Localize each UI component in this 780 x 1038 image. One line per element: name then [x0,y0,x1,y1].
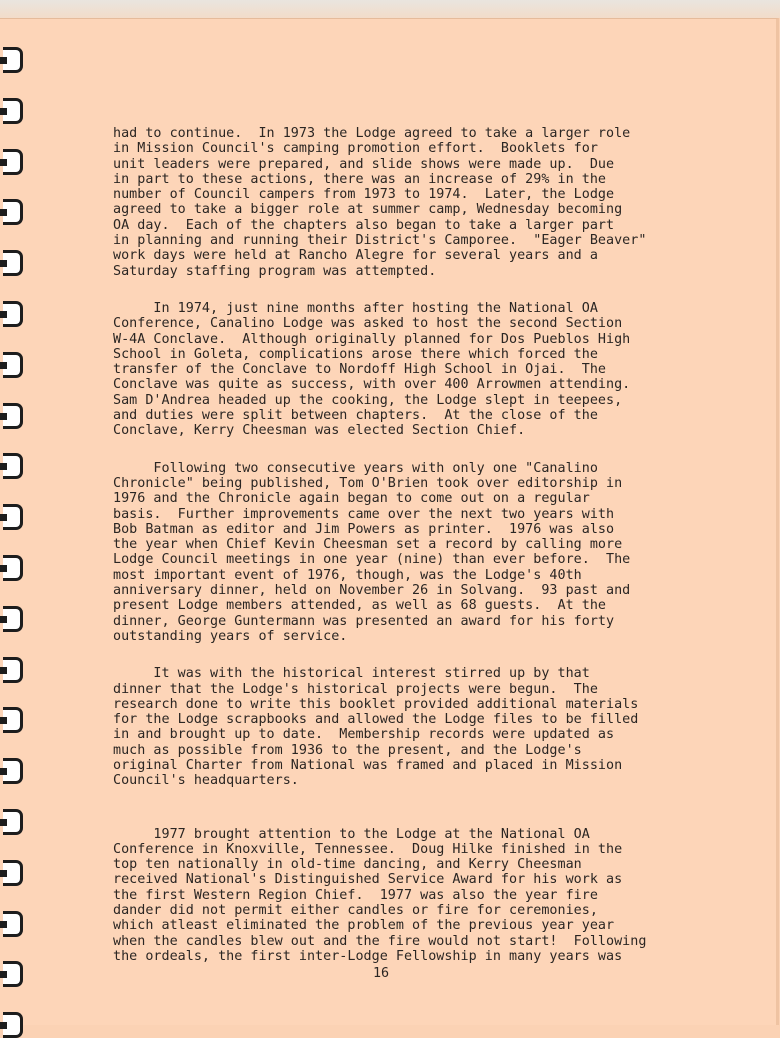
binding-coil [3,606,23,632]
binding-coil [3,961,23,987]
binding-coil [3,403,23,429]
binding-coil [3,149,23,175]
page-number: 16 [373,966,390,981]
binding-coil [3,707,23,733]
binding-coil [3,809,23,835]
binding-coil [3,352,23,378]
binding-coil [3,199,23,225]
binding-coil [3,301,23,327]
binding-coil [3,555,23,581]
page-body [113,126,733,964]
paragraph-4: It was with the historical interest stirred up by that dinner that the Lodge's historical projects were begun. The research done to write this booklet provided additional materials for the Lodge scrapbooks and allowed the Lodge files to be filled in and brought up to date. Membership records were updated as much as possible from 1936 to the present, and the Lodge's original Charter from National was framed and placed in Mission Council's headquarters. [113,666,639,789]
binding-coil [3,758,23,784]
top-edge [0,0,780,18]
binding-coil [3,504,23,530]
paragraph-3: Following two consecutive years with only one "Canalino Chronicle" being published, Tom O'Brien took over editorship in 1976 and the Chronicle again began to come out on a regular basis. Further improvements came over the next two years with Bob Batman as editor and Jim Powers as printer. 1976 was also the year when Chief Kevin Cheesman set a record by calling more Lodge Council meetings in one year (nine) than ever before. The most important event of 1976, though, was the Lodge's 40th anniversary dinner, held on November 26 in Solvang. 93 past and present Lodge members attended, as well as 68 guests. At the dinner, George Guntermann was presented an award for his forty outstanding years of service. [113,460,631,644]
binding-coil [3,911,23,937]
binding-coil [3,250,23,276]
paragraph-2: In 1974, just nine months after hosting the National OA Conference, Canalino Lodge was asked to host the second Section W-4A Conclave. Although originally planned for Dos Pueblos High School in Goleta, complications arose there which forced the transfer of the Conclave to Nordoff High School in Ojai. The Conclave was quite as success, with over 400 Arrowmen attending. Sam D'Andrea headed up the cooking, the Lodge slept in teepees, and duties were split between chapters. At the close of the Conclave, Kerry Cheesman was elected Section Chief. [113,300,631,439]
binding-coil [3,1012,23,1038]
binding-coil [3,453,23,479]
paragraph-1: had to continue. In 1973 the Lodge agreed to take a larger role in Mission Council's camping promotion effort. Booklets for unit leaders were prepared, and slide shows were made up. Due in part to these actions, there was an increase of 29% in the number of Council campers from 1973 to 1974. Later, the Lodge agreed to take a bigger role at summer camp, Wednesday becoming OA day. Each of the chapters also began to take a larger part in planning and running their District's Camporee. "Eager Beaver" work days were held at Rancho Alegre for several years and a Saturday staffing program was attempted. [113,126,647,279]
paragraph-5: 1977 brought attention to the Lodge at the National OA Conference in Knoxville, Tennessee. Doug Hilke finished in the top ten nationally in old-time dancing, and Kerry Cheesman received National's Distinguished Service Award for his work as the first Western Region Chief. 1977 was also the year fire dander did not permit either candles or fire for ceremonies, which atleast eliminated the problem of the previous year year when the candles blew out and the fire would not start! Following the ordeals, the first inter-Lodge Fellowship in many years was [113,826,647,964]
binding-coil [3,98,23,124]
binding-coil [3,657,23,683]
spiral-binding [0,0,30,1024]
binding-coil [3,47,23,73]
binding-coil [3,860,23,886]
